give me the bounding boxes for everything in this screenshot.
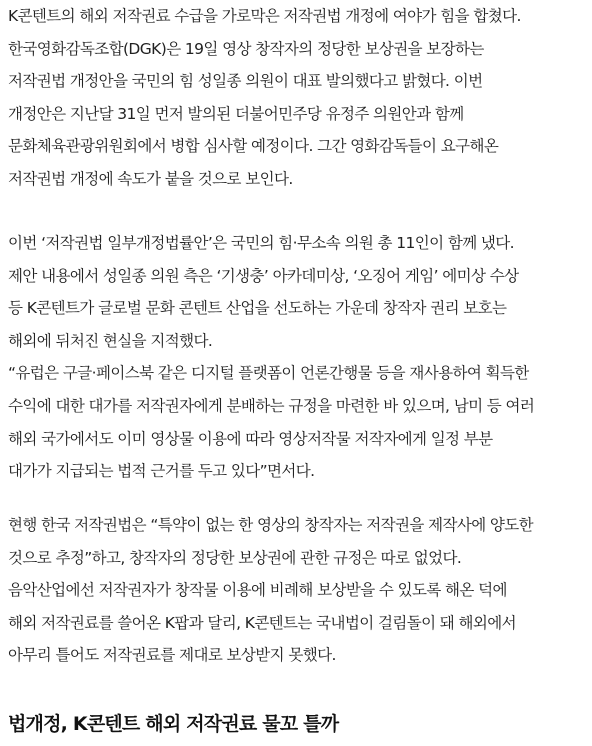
text-line: 저작권법 개정안을 국민의 힘 성일종 의원이 대표 발의했다고 밝혔다. 이번 xyxy=(8,72,483,91)
text-line: 개정안은 지난달 31일 먼저 발의된 더불어민주당 유정주 의원안과 함께 xyxy=(8,104,464,123)
text-line: 문화체육관광위원회에서 병합 심사할 예정이다. 그간 영화감독들이 요구해온 xyxy=(8,137,499,156)
article-paragraph-2 xyxy=(8,227,534,488)
text-line: 해외 저작권료를 쓸어온 K팝과 달리, K콘텐트는 국내법이 걸림돌이 돼 해외에서 xyxy=(8,613,516,632)
text-line: 제안 내용에서 성일종 의원 측은 ‘기생충’ 아카데미상, ‘오징어 게임’ 에미상 수상 xyxy=(8,266,519,285)
text-line: 해외에 뒤처진 현실을 지적했다. xyxy=(8,331,213,350)
text-line: 수익에 대한 대가를 저작권자에게 분배하는 규정을 마련한 바 있으며, 남미 등 여러 xyxy=(8,396,535,415)
text-line: 저작권법 개정에 속도가 붙을 것으로 보인다. xyxy=(8,169,293,188)
section-subheading: 법개정, K콘텐트 해외 저작권료 물꼬 틀까 xyxy=(8,713,339,735)
text-line: 아무리 틀어도 저작권료를 제대로 보상받지 못했다. xyxy=(8,646,336,665)
text-line: 대가가 지급되는 법적 근거를 두고 있다”면서다. xyxy=(8,462,315,481)
text-line: 해외 국가에서도 이미 영상물 이용에 따라 영상저작물 저작자에게 일정 부분 xyxy=(8,429,493,448)
article-paragraph-3 xyxy=(8,509,533,672)
text-line: 한국영화감독조합(DGK)은 19일 영상 창작자의 정당한 보상권을 보장하는 xyxy=(8,39,484,58)
article-paragraph-1 xyxy=(8,0,521,196)
text-line: 현행 한국 저작권법은 “특약이 없는 한 영상의 창작자는 저작권을 제작사에 양도한 xyxy=(8,516,534,534)
text-line: 이번 ‘저작권법 일부개정법률안’은 국민의 힘·무소속 의원 총 11인이 함께 냈다. xyxy=(8,234,514,252)
text-line: “유럽은 구글·페이스북 같은 디지털 플랫폼이 언론간행물 등을 재사용하여 획득한 xyxy=(8,364,529,383)
text-line: 등 K콘텐트가 글로벌 문화 콘텐트 산업을 선도하는 가운데 창작자 권리 보호는 xyxy=(8,299,507,318)
text-line: 음악산업에선 저작권자가 창작물 이용에 비례해 보상받을 수 있도록 해온 덕에 xyxy=(8,581,507,600)
text-line: K콘텐트의 해외 저작권료 수급을 가로막은 저작권법 개정에 여야가 힘을 합쳤다. xyxy=(8,7,521,25)
text-line: 것으로 추정”하고, 창작자의 정당한 보상권에 관한 규정은 따로 없었다. xyxy=(8,548,462,567)
